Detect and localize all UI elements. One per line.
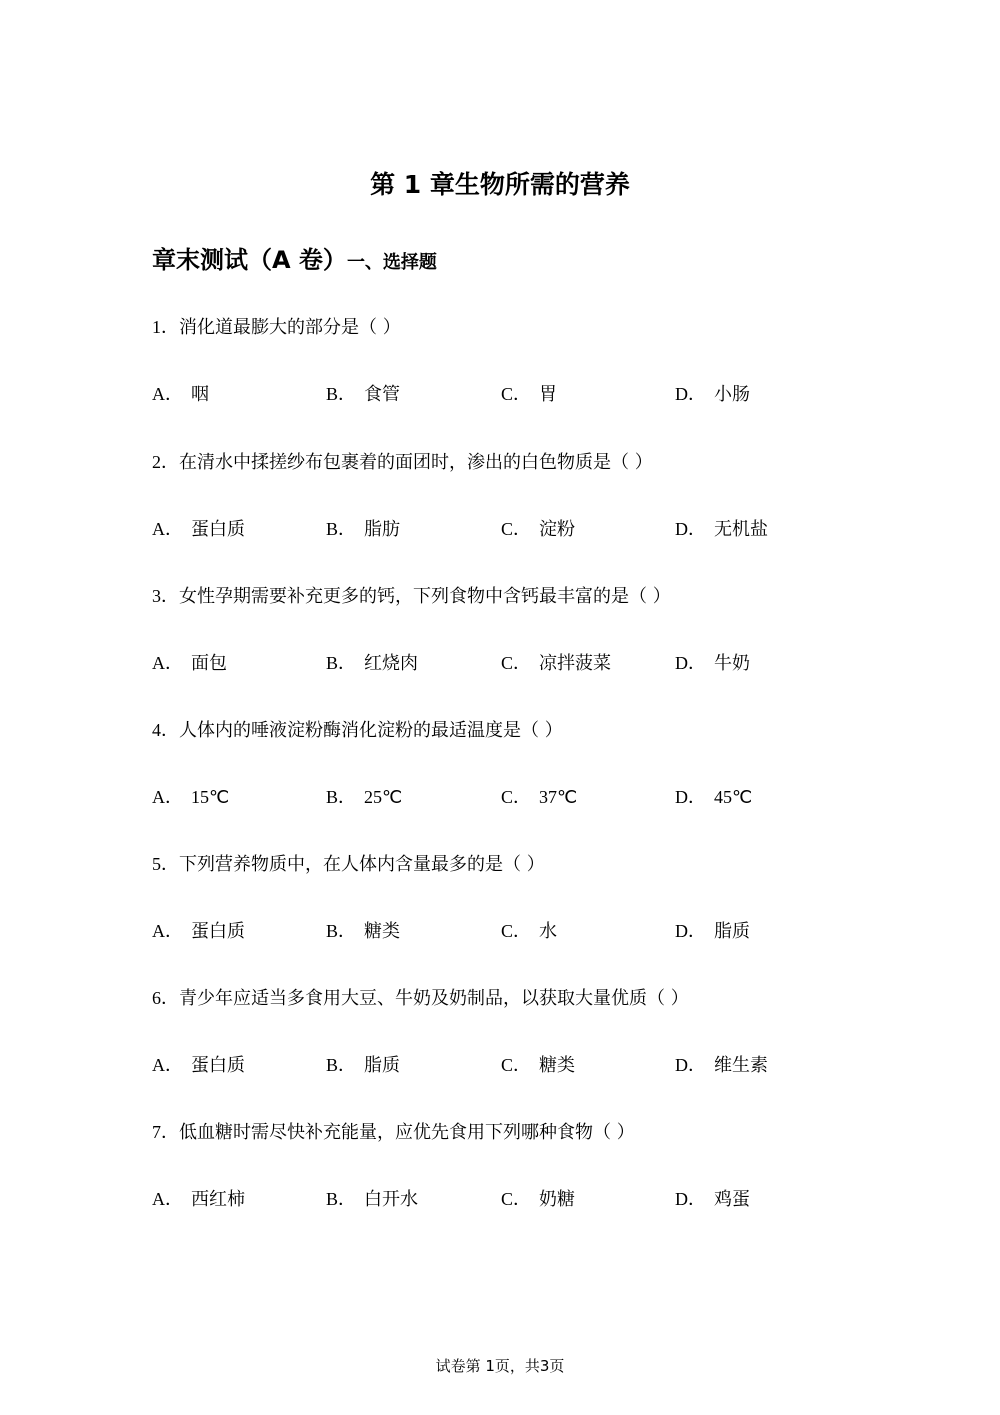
option-text: 淀粉 [539, 519, 576, 540]
option-letter: A． [152, 787, 183, 807]
option-a [152, 650, 227, 677]
option-b [326, 1052, 400, 1079]
option-letter: A． [152, 519, 183, 539]
option-d [675, 381, 750, 408]
option-letter: C． [501, 1189, 532, 1209]
option-text: 45℃ [714, 787, 753, 807]
question-text: 人体内的唾液淀粉酶消化淀粉的最适温度是（ ） [179, 720, 563, 741]
option-text: 红烧肉 [364, 653, 419, 674]
option-d [675, 650, 750, 677]
option-c [501, 650, 611, 677]
option-text: 脂质 [714, 921, 750, 942]
option-c [501, 516, 575, 543]
option-letter: C． [501, 653, 532, 673]
option-letter: D． [675, 519, 706, 539]
option-a [152, 1186, 245, 1213]
option-b [326, 650, 418, 677]
option-text: 脂质 [364, 1055, 401, 1076]
option-text: 蛋白质 [191, 1055, 245, 1076]
question-5-options [152, 918, 852, 944]
option-letter: C． [501, 787, 532, 807]
option-letter: A． [152, 384, 183, 404]
option-b [326, 1186, 418, 1213]
section-header [152, 240, 437, 275]
option-d [675, 784, 752, 811]
question-number: 2． [152, 452, 179, 472]
option-letter: C． [501, 921, 532, 941]
question-7-options [152, 1186, 852, 1212]
option-a [152, 516, 245, 543]
option-letter: D． [675, 384, 706, 404]
option-letter: B． [326, 787, 357, 807]
question-number: 4． [152, 720, 179, 740]
option-letter: B． [326, 519, 357, 539]
option-letter: D． [675, 653, 706, 673]
section-title: 章末测试（A 卷） [152, 246, 347, 274]
option-a [152, 381, 209, 408]
question-7 [152, 1119, 635, 1146]
option-a [152, 918, 245, 945]
option-text: 食管 [364, 384, 401, 405]
option-text: 凉拌菠菜 [539, 653, 612, 674]
question-number: 6． [152, 988, 179, 1008]
option-b [326, 784, 402, 811]
question-text: 下列营养物质中，在人体内含量最多的是（ ） [179, 854, 545, 875]
option-a [152, 1052, 245, 1079]
option-c [501, 784, 577, 811]
option-text: 西红柿 [191, 1189, 245, 1210]
option-text: 小肠 [714, 384, 750, 405]
option-text: 15℃ [191, 787, 230, 807]
option-text: 37℃ [539, 787, 578, 807]
option-text: 蛋白质 [191, 519, 245, 540]
option-text: 无机盐 [714, 519, 768, 540]
question-6 [152, 985, 689, 1012]
question-1 [152, 314, 401, 341]
option-text: 25℃ [364, 787, 403, 807]
option-letter: C． [501, 1055, 532, 1075]
option-a [152, 784, 229, 811]
option-letter: D． [675, 1055, 706, 1075]
question-text: 在清水中揉搓纱布包裹着的面团时，渗出的白色物质是（ ） [179, 452, 653, 473]
option-b [326, 381, 400, 408]
question-6-options [152, 1052, 852, 1078]
option-letter: B． [326, 653, 357, 673]
question-5 [152, 851, 545, 878]
option-text: 面包 [191, 653, 227, 674]
option-b [326, 516, 400, 543]
option-letter: B． [326, 1055, 357, 1075]
question-4-options [152, 784, 852, 810]
option-letter: D． [675, 1189, 706, 1209]
question-4 [152, 717, 563, 744]
option-c [501, 381, 557, 408]
question-text: 低血糖时需尽快补充能量，应优先食用下列哪种食物（ ） [179, 1122, 635, 1143]
question-3-options [152, 650, 852, 676]
option-text: 维生素 [714, 1055, 768, 1076]
question-text: 女性孕期需要补充更多的钙，下列食物中含钙最丰富的是（ ） [179, 586, 671, 607]
option-letter: A． [152, 653, 183, 673]
option-letter: C． [501, 519, 532, 539]
option-letter: A． [152, 921, 183, 941]
option-letter: A． [152, 1055, 183, 1075]
option-d [675, 918, 750, 945]
option-text: 牛奶 [714, 653, 750, 674]
option-text: 白开水 [364, 1189, 419, 1210]
option-d [675, 1052, 768, 1079]
option-text: 鸡蛋 [714, 1189, 750, 1210]
question-text: 青少年应适当多食用大豆、牛奶及奶制品，以获取大量优质（ ） [179, 988, 689, 1009]
option-letter: A． [152, 1189, 183, 1209]
document-title: 第 1 章生物所需的营养 [370, 170, 630, 199]
option-text: 脂肪 [364, 519, 401, 540]
option-letter: D． [675, 787, 706, 807]
question-number: 7． [152, 1122, 179, 1142]
option-text: 糖类 [539, 1055, 576, 1076]
option-letter: C． [501, 384, 532, 404]
option-text: 糖类 [364, 921, 401, 942]
option-c [501, 1186, 575, 1213]
question-text: 消化道最膨大的部分是（ ） [179, 317, 401, 338]
question-number: 5． [152, 854, 179, 874]
option-text: 水 [539, 921, 558, 942]
option-text: 奶糖 [539, 1189, 576, 1210]
option-letter: B． [326, 921, 357, 941]
option-letter: B． [326, 384, 357, 404]
option-c [501, 1052, 575, 1079]
question-number: 1． [152, 317, 179, 337]
section-subtitle: 一、选择题 [346, 252, 437, 273]
page-footer: 试卷第 1页，共3页 [435, 1357, 565, 1375]
option-b [326, 918, 400, 945]
question-3 [152, 583, 671, 610]
option-c [501, 918, 557, 945]
option-d [675, 516, 768, 543]
option-text: 胃 [539, 384, 558, 405]
option-text: 蛋白质 [191, 921, 245, 942]
option-d [675, 1186, 750, 1213]
question-2 [152, 449, 653, 476]
question-1-options [152, 381, 852, 407]
option-letter: D． [675, 921, 706, 941]
question-number: 3． [152, 586, 179, 606]
option-text: 咽 [191, 384, 209, 405]
question-2-options [152, 516, 852, 542]
option-letter: B． [326, 1189, 357, 1209]
